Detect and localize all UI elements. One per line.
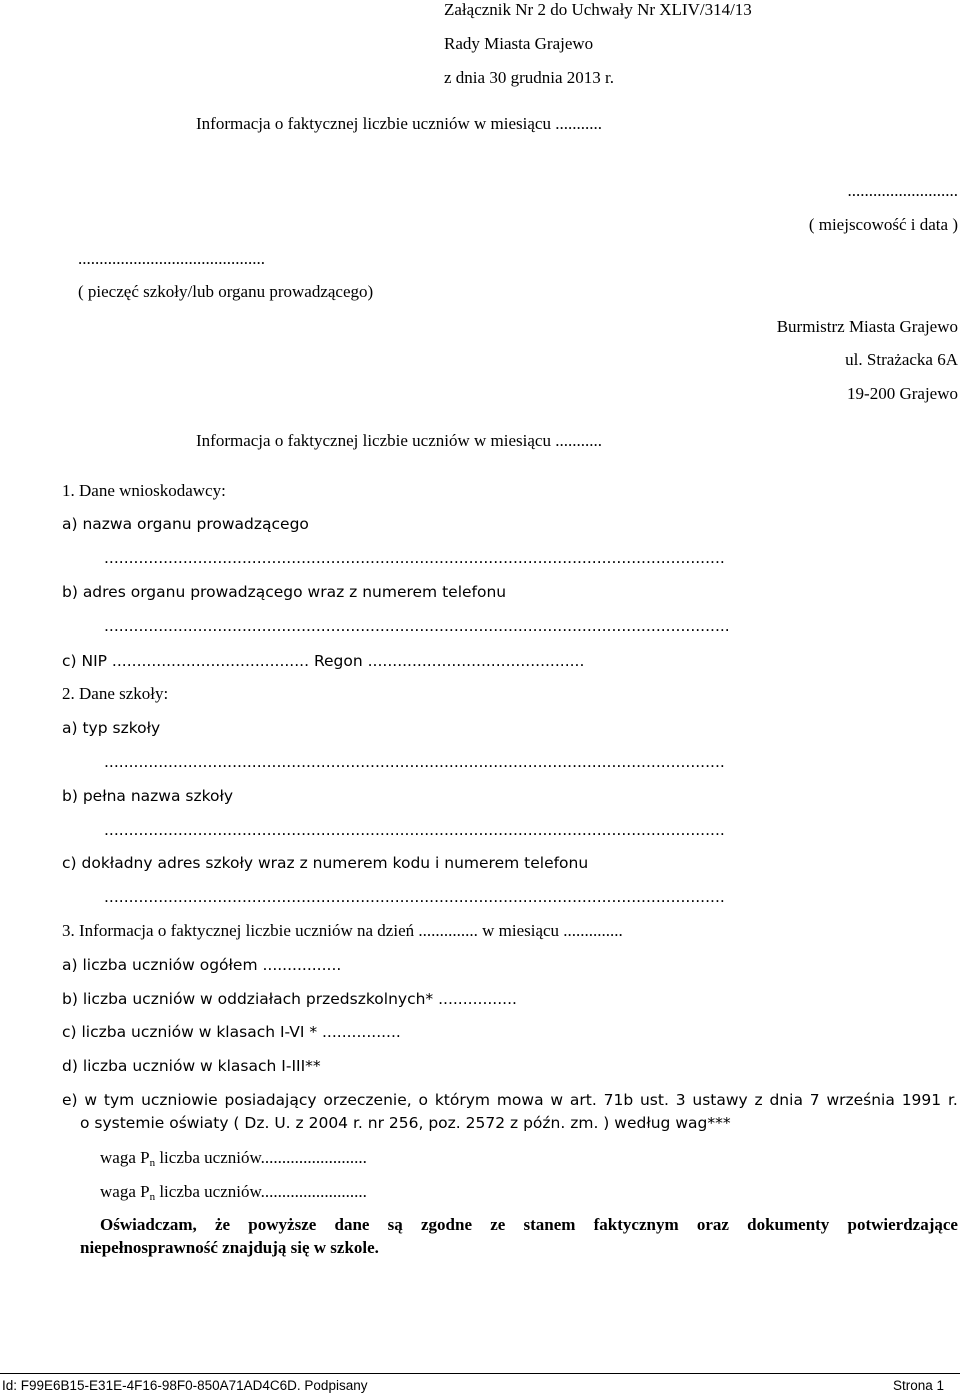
- word: oraz: [696, 1215, 729, 1234]
- word: o: [418, 1091, 428, 1109]
- word: w: [84, 1091, 98, 1109]
- form-title: Informacja o faktycznej liczbie uczniów w miesiącu ...........: [196, 431, 602, 450]
- section1-c-label: c) NIP ........................................ Regon ............................................: [62, 652, 585, 670]
- section3-e-line1: [62, 1090, 958, 1110]
- word: uczniowie: [141, 1091, 218, 1109]
- word: 1991: [901, 1091, 942, 1109]
- stamp-label: ( pieczęć szkoły/lub organu prowadzącego): [78, 282, 374, 301]
- weight2-text: liczba uczniów.........................: [155, 1182, 367, 1201]
- document-id: Id: F99E6B15-E31E-4F16-98F0-850A71AD4C6D. Podpisany: [2, 1378, 368, 1393]
- word: dokumenty: [747, 1215, 830, 1234]
- word: potwierdzające: [847, 1215, 958, 1234]
- header-title: Informacja o faktycznej liczbie uczniów w miesiącu ...........: [196, 114, 602, 133]
- section3-d: d) liczba uczniów w klasach I-III**: [62, 1057, 321, 1075]
- section2-b-label: b) pełna nazwa szkoły: [62, 787, 234, 805]
- section2-heading: 2. Dane szkoły:: [62, 684, 169, 703]
- place-date-dots: ..........................: [847, 181, 958, 200]
- weight1-label: waga P: [100, 1148, 150, 1167]
- word: art.: [569, 1091, 597, 1109]
- annex-number: Załącznik Nr 2 do Uchwały Nr XLIV/314/13: [444, 0, 752, 19]
- section3-b: b) liczba uczniów w oddziałach przedszkolnych* ................: [62, 990, 517, 1008]
- page-number: Strona 1: [892, 1378, 944, 1393]
- word: 7: [809, 1091, 820, 1109]
- section1-a-label: a) nazwa organu prowadzącego: [62, 515, 309, 533]
- council-name: Rady Miasta Grajewo: [444, 34, 594, 53]
- word: 71b: [603, 1091, 634, 1109]
- page-footer: [0, 1373, 960, 1393]
- section1-a-dots: ..............................................................................................................................: [104, 549, 725, 567]
- word: którym: [434, 1091, 490, 1109]
- stamp-dots: ............................................: [78, 249, 265, 268]
- statement-line1: [100, 1215, 958, 1235]
- word: faktycznym: [593, 1215, 679, 1234]
- section2-b-dots: ..............................................................................................................................: [104, 821, 725, 839]
- word: stanem: [523, 1215, 576, 1234]
- word: dnia: [769, 1091, 803, 1109]
- recipient-city: 19-200 Grajewo: [847, 384, 958, 403]
- section2-a-label: a) typ szkoły: [62, 719, 161, 737]
- section1-b-dots: ...............................................................................................................................: [104, 617, 730, 635]
- word: mowa: [496, 1091, 544, 1109]
- place-date-label: ( miejscowość i data ): [808, 215, 958, 234]
- section3-c: c) liczba uczniów w klasach I-VI * ................: [62, 1023, 401, 1041]
- weight-line-1: [100, 1148, 367, 1168]
- weight2-label: waga P: [100, 1182, 150, 1201]
- word: ze: [490, 1215, 506, 1234]
- section3-heading: 3. Informacja o faktycznej liczbie uczniów na dzień .............. w miesiącu ..............: [62, 921, 623, 940]
- weight1-subscript: n: [149, 1157, 156, 1169]
- weight1-text: liczba uczniów.........................: [155, 1148, 367, 1167]
- statement-line2: niepełnosprawność znajdują się w szkole.: [80, 1238, 379, 1257]
- section1-b-label: b) adres organu prowadzącego wraz z numerem telefonu: [62, 583, 507, 601]
- word: z: [754, 1091, 763, 1109]
- section2-a-dots: ..............................................................................................................................: [104, 753, 725, 771]
- word: w: [550, 1091, 564, 1109]
- recipient-name: Burmistrz Miasta Grajewo: [776, 317, 958, 336]
- weight-line-2: [100, 1182, 367, 1202]
- word: r.: [947, 1091, 958, 1109]
- weight2-subscript: n: [149, 1191, 156, 1203]
- word: e): [62, 1091, 78, 1109]
- word: dane: [334, 1215, 370, 1234]
- recipient-street: ul. Strażacka 6A: [845, 350, 958, 369]
- section1-heading: 1. Dane wnioskodawcy:: [62, 481, 226, 500]
- word: posiadający: [224, 1091, 317, 1109]
- word: ust.: [639, 1091, 669, 1109]
- word: Oświadczam,: [100, 1215, 197, 1234]
- section3-e-line2: o systemie oświaty ( Dz. U. z 2004 r. nr 256, poz. 2572 z późn. zm. ) według wag***: [80, 1114, 731, 1132]
- word: powyższe: [248, 1215, 317, 1234]
- section3-a: a) liczba uczniów ogółem ................: [62, 956, 342, 974]
- word: tym: [103, 1091, 135, 1109]
- resolution-date: z dnia 30 grudnia 2013 r.: [444, 68, 614, 87]
- word: ustawy: [692, 1091, 748, 1109]
- word: zgodne: [420, 1215, 472, 1234]
- section2-c-label: c) dokładny adres szkoły wraz z numerem kodu i numerem telefonu: [62, 854, 589, 872]
- section2-c-dots: ..............................................................................................................................: [104, 888, 725, 906]
- word: września: [826, 1091, 895, 1109]
- word: że: [215, 1215, 231, 1234]
- word: orzeczenie,: [323, 1091, 412, 1109]
- word: są: [387, 1215, 403, 1234]
- word: 3: [675, 1091, 686, 1109]
